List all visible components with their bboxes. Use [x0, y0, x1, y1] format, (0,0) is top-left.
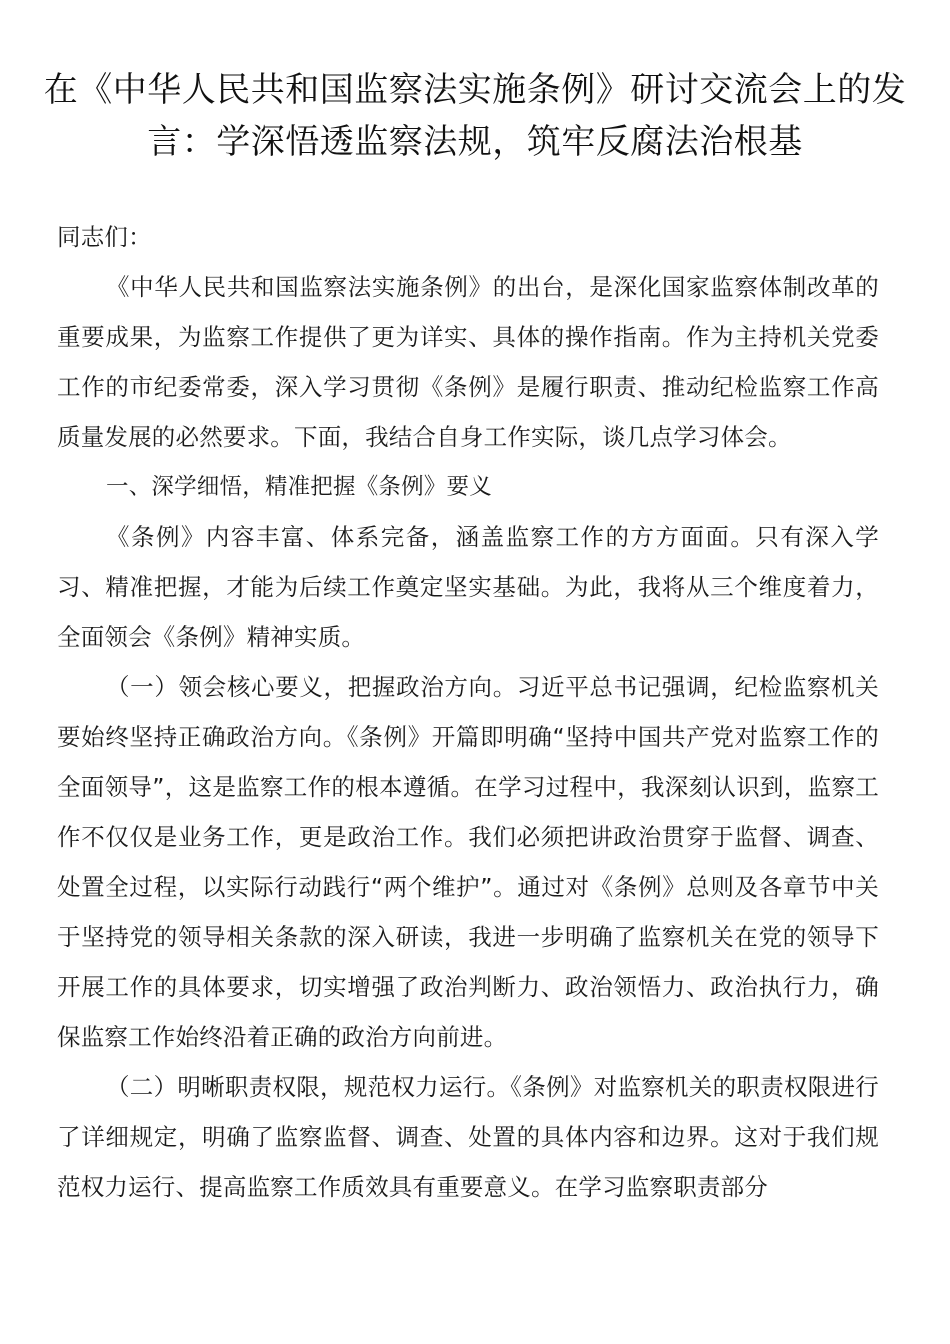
- salutation: 同志们：: [57, 223, 152, 251]
- paragraph-subsection-1: （一）领会核心要义，把握政治方向。习近平总书记强调，纪检监察机关要始终坚持正确政治方向。《条例》开篇即明确“坚持中国共产党对监察工作的全面领导”，这是监察工作的根本遵循。在学习过程中，我深刻认识到，监察工作不仅仅是业务工作，更是政治工作。我们必须把讲政治贯穿于监督、调查、处置全过程，以实际行动践行“两个维护”。通过对《条例》总则及各章节中关于坚持党的领导相关条款的深入研读，我进一步明确了监察机关在党的领导下开展工作的具体要求，切实增强了政治判断力、政治领悟力、政治执行力，确保监察工作始终沿着正确的政治方向前进。: [57, 673, 879, 1051]
- paragraph-subsection-2: （二）明晰职责权限，规范权力运行。《条例》对监察机关的职责权限进行了详细规定，明确了监察监督、调查、处置的具体内容和边界。这对于我们规范权力运行、提高监察工作质效具有重要意义。在学习监察职责部分: [57, 1073, 879, 1201]
- document-body: [57, 212, 879, 1212]
- section-heading-1: 一、深学细悟，精准把握《条例》要义: [106, 474, 492, 500]
- document-title: 在《中华人民共和国监察法实施条例》研讨交流会上的发言：学深悟透监察法规，筑牢反腐法治根基: [43, 70, 907, 162]
- paragraph-section-1-intro: 《条例》内容丰富、体系完备，涵盖监察工作的方方面面。只有深入学习、精准把握，才能为后续工作奠定坚实基础。为此，我将从三个维度着力，全面领会《条例》精神实质。: [57, 523, 879, 651]
- paragraph-intro: 《中华人民共和国监察法实施条例》的出台，是深化国家监察体制改革的重要成果，为监察工作提供了更为详实、具体的操作指南。作为主持机关党委工作的市纪委常委，深入学习贯彻《条例》是履行职责、推动纪检监察工作高质量发展的必然要求。下面，我结合自身工作实际，谈几点学习体会。: [57, 273, 879, 451]
